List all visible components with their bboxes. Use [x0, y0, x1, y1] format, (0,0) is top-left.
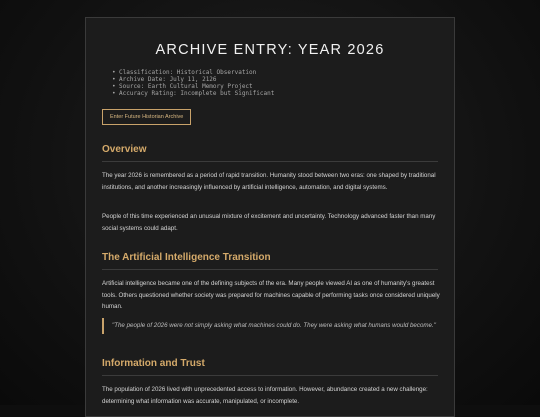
ai-transition-quote: "The people of 2026 were not simply asking what machines could do. They were asking what humans would become." — [102, 318, 440, 334]
ai-transition-paragraph: Artificial intelligence became one of the defining subjects of the era. Many people viewed AI as one of humanity's greatest tools. Others questioned whether society was prepared for machines capable of performing tasks once considered uniquely human. — [102, 280, 440, 310]
entry-title: ARCHIVE ENTRY: YEAR 2026 — [155, 42, 385, 58]
section-heading-overview: Overview — [102, 144, 438, 162]
section-heading-information-trust: Information and Trust — [102, 358, 438, 376]
overview-paragraph-1: The year 2026 is remembered as a period of rapid transition. Humanity stood between two eras: one shaped by traditional institutions, and another increasingly influenced by artificial intelligence, automation, and digital systems. — [102, 172, 436, 191]
meta-accuracy-rating: • Accuracy Rating: Incomplete but Significant — [112, 90, 274, 97]
information-trust-paragraph: The population of 2026 lived with unprecedented access to information. However, abundance created a new challenge: determining what information was accurate, manipulated, or incomplete. — [102, 386, 428, 405]
meta-source: • Source: Earth Cultural Memory Project — [112, 83, 274, 90]
overview-paragraph-2: People of this time experienced an unusual mixture of excitement and uncertainty. Technology advanced faster than many social systems could adapt. — [102, 213, 436, 232]
archive-entry-panel — [85, 17, 455, 417]
meta-archive-date: • Archive Date: July 11, 2126 — [112, 76, 274, 83]
enter-archive-button[interactable]: Enter Future Historian Archive — [102, 109, 191, 125]
meta-classification: • Classification: Historical Observation — [112, 69, 274, 76]
entry-metadata-list — [112, 69, 274, 97]
section-heading-ai-transition: The Artificial Intelligence Transition — [102, 252, 438, 270]
